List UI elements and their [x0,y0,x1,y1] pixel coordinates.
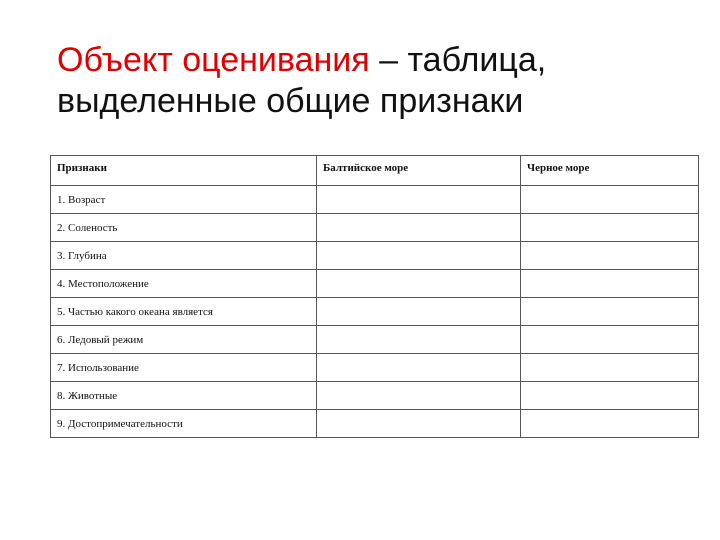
baltic-cell [317,382,521,410]
row-label: 4. Местоположение [51,270,317,298]
black-sea-cell [521,410,699,438]
black-sea-cell [521,326,699,354]
baltic-cell [317,326,521,354]
table-row [51,326,699,354]
black-sea-cell [521,242,699,270]
row-label: 6. Ледовый режим [51,326,317,354]
black-sea-cell [521,270,699,298]
row-label: 5. Частью какого океана является [51,298,317,326]
black-sea-cell [521,298,699,326]
table-row [51,270,699,298]
row-label: 2. Соленость [51,214,317,242]
row-label: 7. Использование [51,354,317,382]
black-sea-cell [521,354,699,382]
baltic-cell [317,214,521,242]
baltic-cell [317,270,521,298]
table-row [51,410,699,438]
baltic-cell [317,298,521,326]
row-label: 3. Глубина [51,242,317,270]
slide-title [57,40,697,122]
table-row [51,242,699,270]
table-row [51,214,699,242]
black-sea-cell [521,186,699,214]
baltic-cell [317,242,521,270]
table-row [51,382,699,410]
row-label: 1. Возраст [51,186,317,214]
criteria-table [50,155,699,438]
header-black-sea: Черное море [521,156,699,186]
header-baltic-sea: Балтийское море [317,156,521,186]
table-row [51,298,699,326]
title-accent: Объект оценивания [57,41,370,79]
title-line2: выделенные общие признаки [57,82,524,120]
baltic-cell [317,410,521,438]
black-sea-cell [521,382,699,410]
row-label: 9. Достопримечательности [51,410,317,438]
baltic-cell [317,354,521,382]
row-label: 8. Животные [51,382,317,410]
title-rest: – таблица, [369,41,547,79]
black-sea-cell [521,214,699,242]
header-criteria: Признаки [51,156,317,186]
baltic-cell [317,186,521,214]
table-row [51,354,699,382]
table-header-row [51,156,699,186]
table-row [51,186,699,214]
